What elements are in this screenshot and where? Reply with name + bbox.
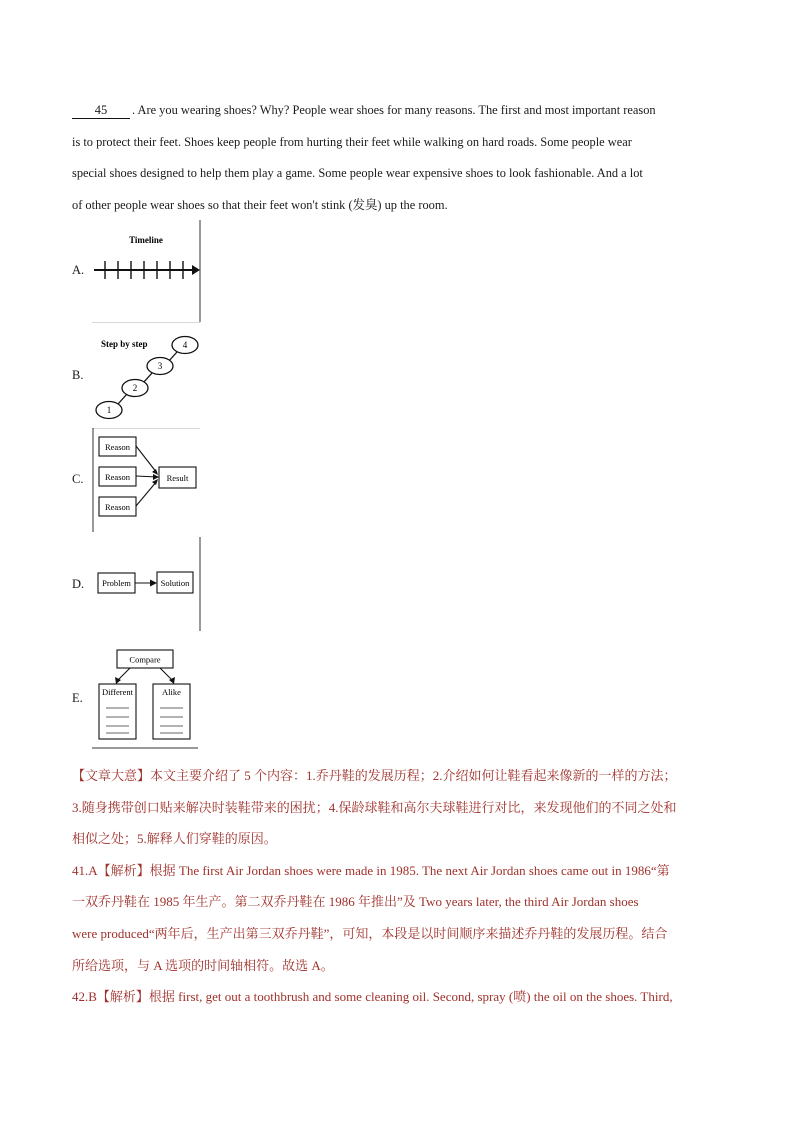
reason-label-2: Reason — [104, 472, 131, 482]
solution-label: Solution — [160, 578, 190, 588]
passage-line-2: is to protect their feet. Shoes keep people from hurting their feet while walking on hard roads. Some people wear — [72, 134, 632, 149]
passage-line-3: special shoes designed to help them play a game. Some people wear expensive shoes to look fashionable. And a lot — [72, 166, 643, 180]
option-d-problem-solution-diagram — [92, 537, 202, 631]
timeline-title: Timeline — [129, 235, 163, 245]
step-label-1: 1 — [106, 405, 112, 415]
problem-label: Problem — [102, 578, 131, 588]
different-label: Different — [102, 687, 133, 697]
summary-line-2: 3.随身携带创口贴来解决时装鞋带来的困扰；4.保龄球鞋和高尔夫球鞋进行对比，来发现他们的不同之处和 — [72, 799, 677, 815]
passage-line-1-text: . Are you wearing shoes? Why? People wear shoes for many reasons. The first and most important reason — [132, 103, 656, 117]
timeline-arrowhead — [192, 265, 200, 275]
step-label-2: 2 — [132, 383, 138, 393]
summary-line-1: 【文章大意】本文主要介绍了 5 个内容：1.乔丹鞋的发展历程；2.介绍如何让鞋看起来像新的一样的方法； — [72, 768, 677, 783]
step-label-3: 3 — [157, 361, 163, 371]
option-b-label: B. — [72, 368, 84, 382]
option-a-timeline-diagram — [92, 220, 202, 322]
q41-line-1: 41.A【解析】根据 The first Air Jordan shoes were made in 1985. The next Air Jordan shoes came out in 1986“第 — [72, 862, 670, 878]
step-label-4: 4 — [182, 340, 188, 350]
answer-analysis — [72, 760, 727, 1013]
summary-line-3: 相似之处；5.解释人们穿鞋的原因。 — [72, 831, 277, 847]
q41-line-3: were produced“两年后，生产出第三双乔丹鞋”，可知，本段是以时间顺序来描述乔丹鞋的发展历程。结合 — [72, 925, 668, 941]
option-a-label: A. — [72, 263, 85, 277]
q41-line-4: 所给选项，与 A 选项的时间轴相符。故选 A。 — [72, 957, 334, 973]
result-label: Result — [166, 473, 189, 483]
step-title: Step by step — [101, 339, 148, 349]
reason-label-1: Reason — [104, 442, 131, 452]
option-e-label: E. — [72, 691, 83, 705]
option-d-label: D. — [72, 577, 85, 591]
passage — [72, 95, 724, 221]
passage-line-4: of other people wear shoes so that their feet won't stink (发臭) up the room. — [72, 197, 448, 212]
option-e-compare-diagram — [92, 647, 202, 749]
option-c-reason-result-diagram — [92, 428, 202, 532]
option-c-label: C. — [72, 472, 84, 486]
option-b-step-diagram — [92, 322, 202, 422]
alike-label: Alike — [162, 687, 181, 697]
q41-line-2: 一双乔丹鞋在 1985 年生产。第二双乔丹鞋在 1986 年推出”及 Two years later, the third Air Jordan shoes — [72, 894, 639, 910]
reason-label-3: Reason — [104, 502, 131, 512]
compare-label: Compare — [129, 654, 161, 665]
passage-line-1 — [72, 95, 724, 127]
answer-blank: 45 — [72, 103, 130, 119]
q42-line-1: 42.B【解析】根据 first, get out a toothbrush and some cleaning oil. Second, spray (喷) the oil on the shoes. Third, — [72, 989, 673, 1005]
